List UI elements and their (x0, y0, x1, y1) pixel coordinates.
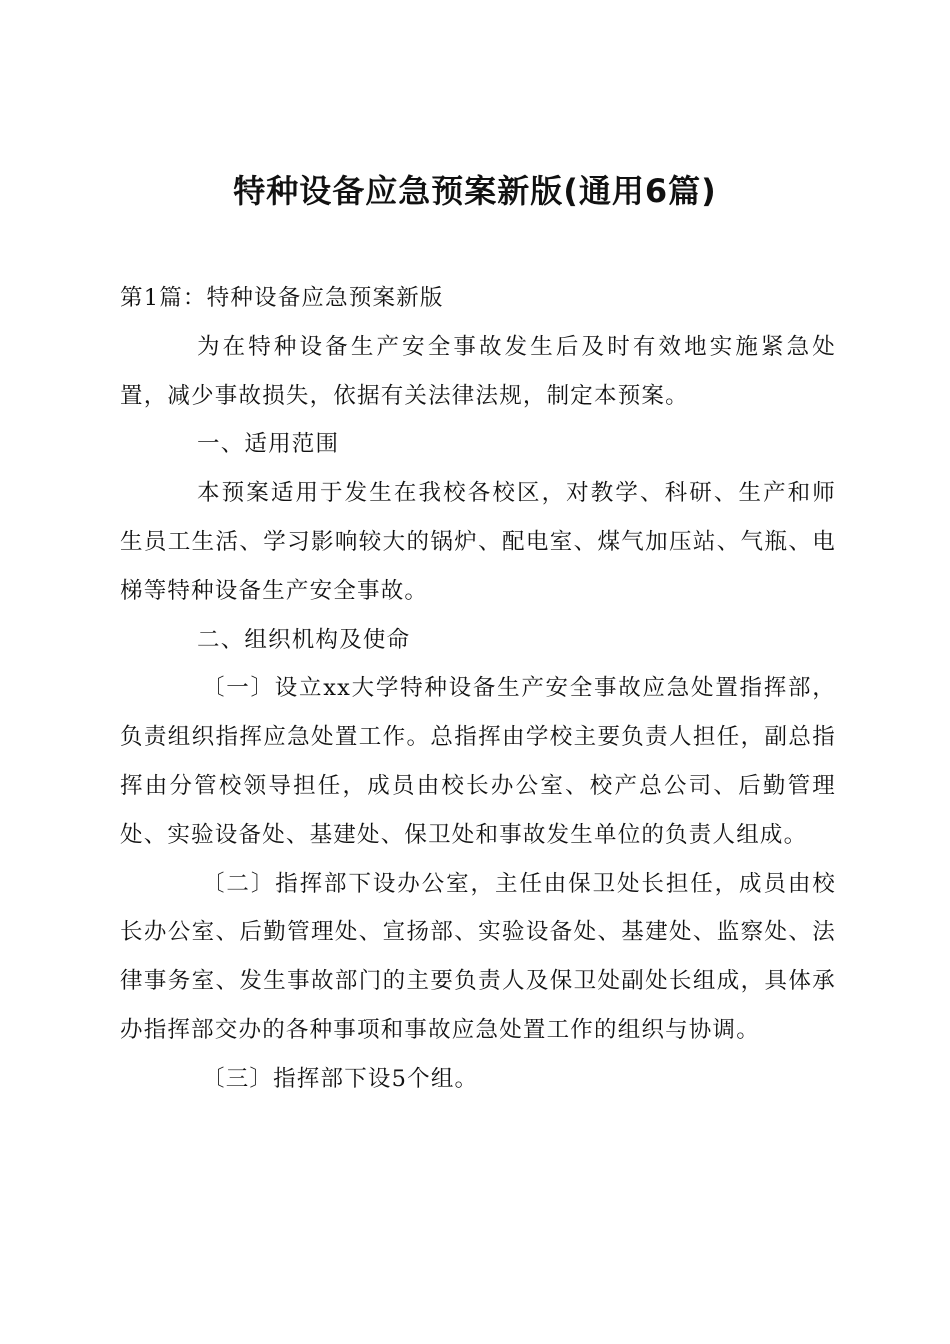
heading-organization: 二、组织机构及使命 (197, 626, 411, 653)
document-body (120, 274, 836, 1104)
paragraph-purpose: 为在特种设备生产安全事故发生后及时有效地实施紧急处置，减少事故损失，依据有关法律法规，制定本预案。 (120, 333, 836, 409)
section-heading: 第1篇：特种设备应急预案新版 (120, 285, 444, 311)
heading-scope: 一、适用范围 (197, 431, 340, 458)
paragraph-scope: 本预案适用于发生在我校各校区，对教学、科研、生产和师生员工生活、学习影响较大的锅炉、配电室、煤气加压站、气瓶、电梯等特种设备生产安全事故。 (120, 480, 836, 604)
paragraph-office: 〔二〕指挥部下设办公室，主任由保卫处长担任，成员由校长办公室、后勤管理处、宣扬部、实验设备处、基建处、监察处、法律事务室、发生事故部门的主要负责人及保卫处副处长组成，具体承办指挥部交办的各种事项和事故应急处置工作的组织与协调。 (120, 870, 836, 1043)
paragraph-command-center: 〔一〕设立xx大学特种设备生产安全事故应急处置指挥部，负责组织指挥应急处置工作。总指挥由学校主要负责人担任，副总指挥由分管校领导担任，成员由校长办公室、校产总公司、后勤管理处、实验设备处、基建处、保卫处和事故发生单位的负责人组成。 (120, 675, 836, 848)
document-title: 特种设备应急预案新版(通用6篇) (233, 172, 717, 211)
paragraph-groups: 〔三〕指挥部下设5个组。 (202, 1065, 479, 1092)
